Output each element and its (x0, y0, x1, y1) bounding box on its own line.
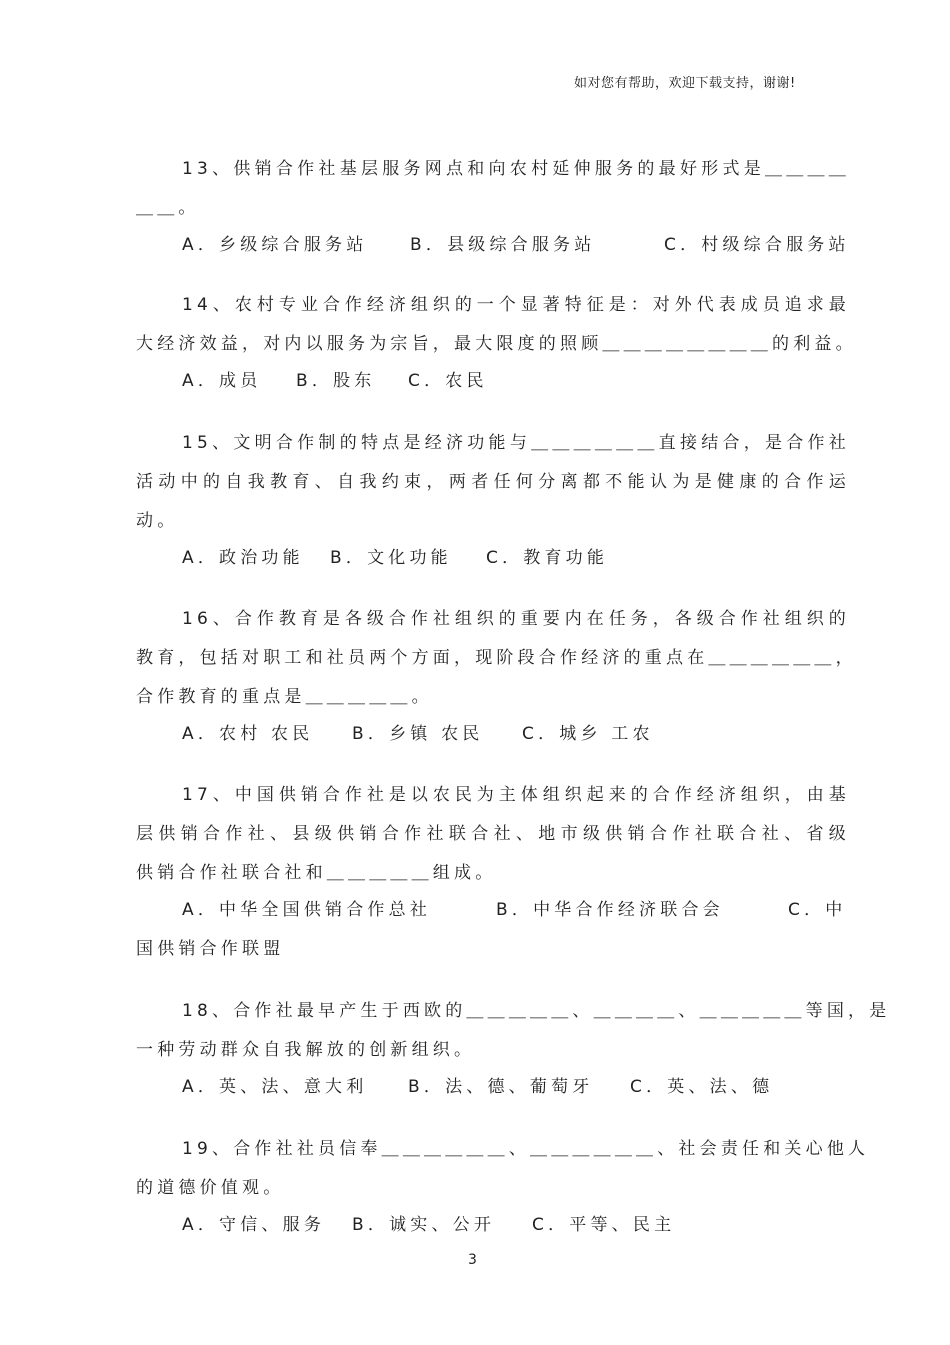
question-17-option-c: C．中 (788, 900, 847, 920)
question-13-line-2: ＿＿。 (136, 198, 200, 218)
question-19-line-2: 的道德价值观。 (136, 1178, 285, 1198)
page-header-note: 如对您有帮助，欢迎下载支持，谢谢! (574, 76, 796, 91)
question-18-option-a: A．英、法、意大利 (182, 1077, 368, 1097)
question-17-line-2: 层供销合作社、县级供销合作社联合社、地市级供销合作社联合社、省级 (136, 824, 850, 844)
question-15-option-b: B．文化功能 (330, 548, 452, 568)
question-14-option-a: A．成员 (182, 371, 262, 391)
question-13-option-b: B．县级综合服务站 (410, 235, 596, 255)
question-17-line-3: 供销合作社联合社和＿＿＿＿＿组成。 (136, 863, 497, 883)
question-19-option-a: A．守信、服务 (182, 1215, 326, 1235)
question-15-option-a: A．政治功能 (182, 548, 304, 568)
question-18-line-1: 18、合作社最早产生于西欧的＿＿＿＿＿、＿＿＿＿、＿＿＿＿＿等国，是 (182, 1001, 891, 1021)
question-17-option-a: A．中华全国供销合作总社 (182, 900, 432, 920)
question-15-line-2: 活动中的自我教育、自我约束，两者任何分离都不能认为是健康的合作运 (136, 472, 850, 492)
question-16-option-a: A．农村 农民 (182, 724, 314, 744)
question-19-option-c: C．平等、民主 (532, 1215, 676, 1235)
question-14-line-2: 大经济效益，对内以服务为宗旨，最大限度的照顾＿＿＿＿＿＿＿＿的利益。 (136, 334, 857, 354)
question-19-option-b: B．诚实、公开 (352, 1215, 496, 1235)
question-15-line-1: 15、文明合作制的特点是经济功能与＿＿＿＿＿＿直接结合，是合作社 (182, 433, 850, 453)
question-13-option-a: A．乡级综合服务站 (182, 235, 368, 255)
question-16-option-c: C．城乡 工农 (522, 724, 654, 744)
question-14-option-c: C．农民 (408, 371, 488, 391)
question-16-option-b: B．乡镇 农民 (352, 724, 484, 744)
question-18-line-2: 一种劳动群众自我解放的创新组织。 (136, 1040, 476, 1060)
question-13-line-1: 13、供销合作社基层服务网点和向农村延伸服务的最好形式是＿＿＿＿ (182, 159, 850, 179)
question-18-option-c: C．英、法、德 (630, 1077, 774, 1097)
question-15-line-3: 动。 (136, 511, 179, 531)
question-16-line-1: 16、合作教育是各级合作社组织的重要内在任务，各级合作社组织的 (182, 609, 850, 629)
question-19-line-1: 19、合作社社员信奉＿＿＿＿＿＿、＿＿＿＿＿＿、社会责任和关心他人 (182, 1139, 870, 1159)
question-14-line-1: 14、农村专业合作经济组织的一个显著特征是：对外代表成员追求最 (182, 295, 850, 315)
page-number: 3 (468, 1252, 477, 1268)
question-13-option-c: C．村级综合服务站 (664, 235, 850, 255)
question-14-option-b: B．股东 (296, 371, 376, 391)
question-18-option-b: B．法、德、葡萄牙 (408, 1077, 594, 1097)
question-15-option-c: C．教育功能 (486, 548, 609, 568)
question-17-line-1: 17、中国供销合作社是以农民为主体组织起来的合作经济组织，由基 (182, 785, 850, 805)
question-16-line-3: 合作教育的重点是＿＿＿＿＿。 (136, 687, 433, 707)
question-17-option-c-continued: 国供销合作联盟 (136, 939, 285, 959)
question-16-line-2: 教育，包括对职工和社员两个方面，现阶段合作经济的重点在＿＿＿＿＿＿， (136, 648, 857, 668)
question-17-option-b: B．中华合作经济联合会 (496, 900, 724, 920)
